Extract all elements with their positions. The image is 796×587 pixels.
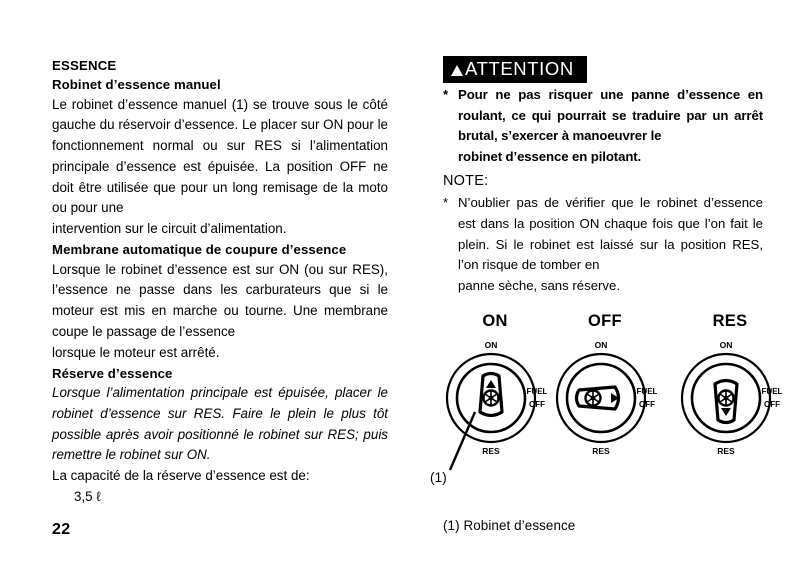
right-text-column	[443, 56, 763, 296]
note-bullet-marker: *	[443, 195, 449, 211]
note-lastline: panne sèche, sans réserve.	[458, 277, 621, 293]
fuel-valve-dial-label-on-off: OFF	[529, 400, 545, 409]
fuel-valve-title-res: RES	[712, 312, 748, 330]
reserve-capacity-value: 3,5 ℓ	[74, 489, 101, 505]
fuel-valve-dial-label-off-bottom: RES	[592, 446, 610, 456]
fuel-valve-diagram-on	[443, 312, 547, 462]
paragraph-robinet-manuel-text: Le robinet d’essence manuel (1) se trouve sous le côté gauche du réservoir d’essence. Le placer sur ON pour le fonctionnement normal ou sur RES si l’alimentation principale d’essence est épuisée. La position OFF ne doit être utilisée que pour un long remisage de la moto ou pour une	[52, 96, 388, 216]
paragraph-membrane-lastline: lorsque le moteur est arrêté.	[52, 344, 220, 360]
subsection-title-robinet-manuel: Robinet d’essence manuel	[52, 77, 221, 92]
fuel-valve-dial-label-on-fuel: FUEL	[526, 387, 547, 396]
note-body: N’oublier pas de vérifier que le robinet d’essence est dans la position ON chaque fois que l’on fait le plein. Si le robinet est laissé sur la position RES, l’on risque de tomber en	[458, 195, 763, 273]
fuel-valve-title-on: ON	[482, 312, 508, 330]
paragraph-robinet-manuel-lastline: intervention sur le circuit d’alimentation.	[52, 221, 287, 237]
subsection-title-reserve: Réserve d’essence	[52, 365, 173, 381]
fuel-valve-art-res	[678, 338, 782, 458]
page-number: 22	[52, 521, 71, 538]
paragraph-reserve-capacity-label: La capacité de la réserve d’essence est de:	[52, 468, 310, 484]
fuel-valve-dial-label-res-fuel: FUEL	[761, 387, 782, 396]
attention-banner	[443, 56, 587, 83]
fuel-valve-dial-label-res-off: OFF	[764, 400, 780, 409]
attention-warning-lastline: robinet d’essence en pilotant.	[458, 148, 642, 164]
paragraph-reserve	[52, 383, 388, 466]
fuel-valve-dial-label-res-bottom: RES	[717, 446, 735, 456]
paragraph-robinet-manuel	[52, 95, 388, 241]
fuel-valve-art-off	[553, 338, 657, 458]
fuel-valve-art-on	[443, 338, 547, 458]
left-text-column	[52, 56, 388, 508]
attention-warning-text	[443, 85, 763, 167]
fuel-valve-dial-label-on-bottom: RES	[482, 446, 500, 456]
note-label: NOTE:	[443, 173, 489, 190]
fuel-valve-title-off: OFF	[588, 312, 622, 330]
fuel-valve-dial-label-off-fuel: FUEL	[636, 387, 657, 396]
paragraph-reserve-text: Lorsque l’alimentation principale est épuisée, placer le robinet d’essence sur RES. Faire le plein le plus tôt possible après avoir positionné le robinet sur RES; puis remettre le robinet sur ON.	[52, 385, 388, 463]
note-text	[443, 193, 763, 296]
attention-bullet-marker: *	[443, 87, 449, 102]
warning-triangle-icon	[451, 65, 463, 76]
section-title: ESSENCE	[52, 58, 117, 73]
attention-banner-label: ATTENTION	[465, 58, 574, 79]
fuel-valve-dial-label-res-top: ON	[719, 340, 733, 350]
subsection-title-membrane: Membrane automatique de coupure d’essence	[52, 242, 347, 258]
callout-number: (1)	[430, 470, 447, 485]
fuel-valve-diagram-group	[443, 312, 782, 462]
paragraph-membrane-text: Lorsque le robinet d’essence est sur ON (ou sur RES), l’essence ne passe dans les carburateurs que si le moteur est mis en marche ou tourne. Une membrane coupe le passage de l’essence	[52, 261, 388, 339]
fuel-valve-diagram-off	[553, 312, 657, 462]
fuel-valve-dial-label-off-off: OFF	[639, 400, 655, 409]
figure-legend: (1) Robinet d’essence	[443, 518, 576, 533]
paragraph-membrane	[52, 260, 388, 364]
attention-warning-body: Pour ne pas risquer une panne d’essence en roulant, ce qui pourrait se traduire par un arrêt brutal, s’exercer à manoeuvrer le	[458, 87, 763, 144]
fuel-valve-dial-label-on-top: ON	[484, 340, 498, 350]
fuel-valve-diagram-res	[678, 312, 782, 462]
fuel-valve-dial-label-off-top: ON	[594, 340, 608, 350]
